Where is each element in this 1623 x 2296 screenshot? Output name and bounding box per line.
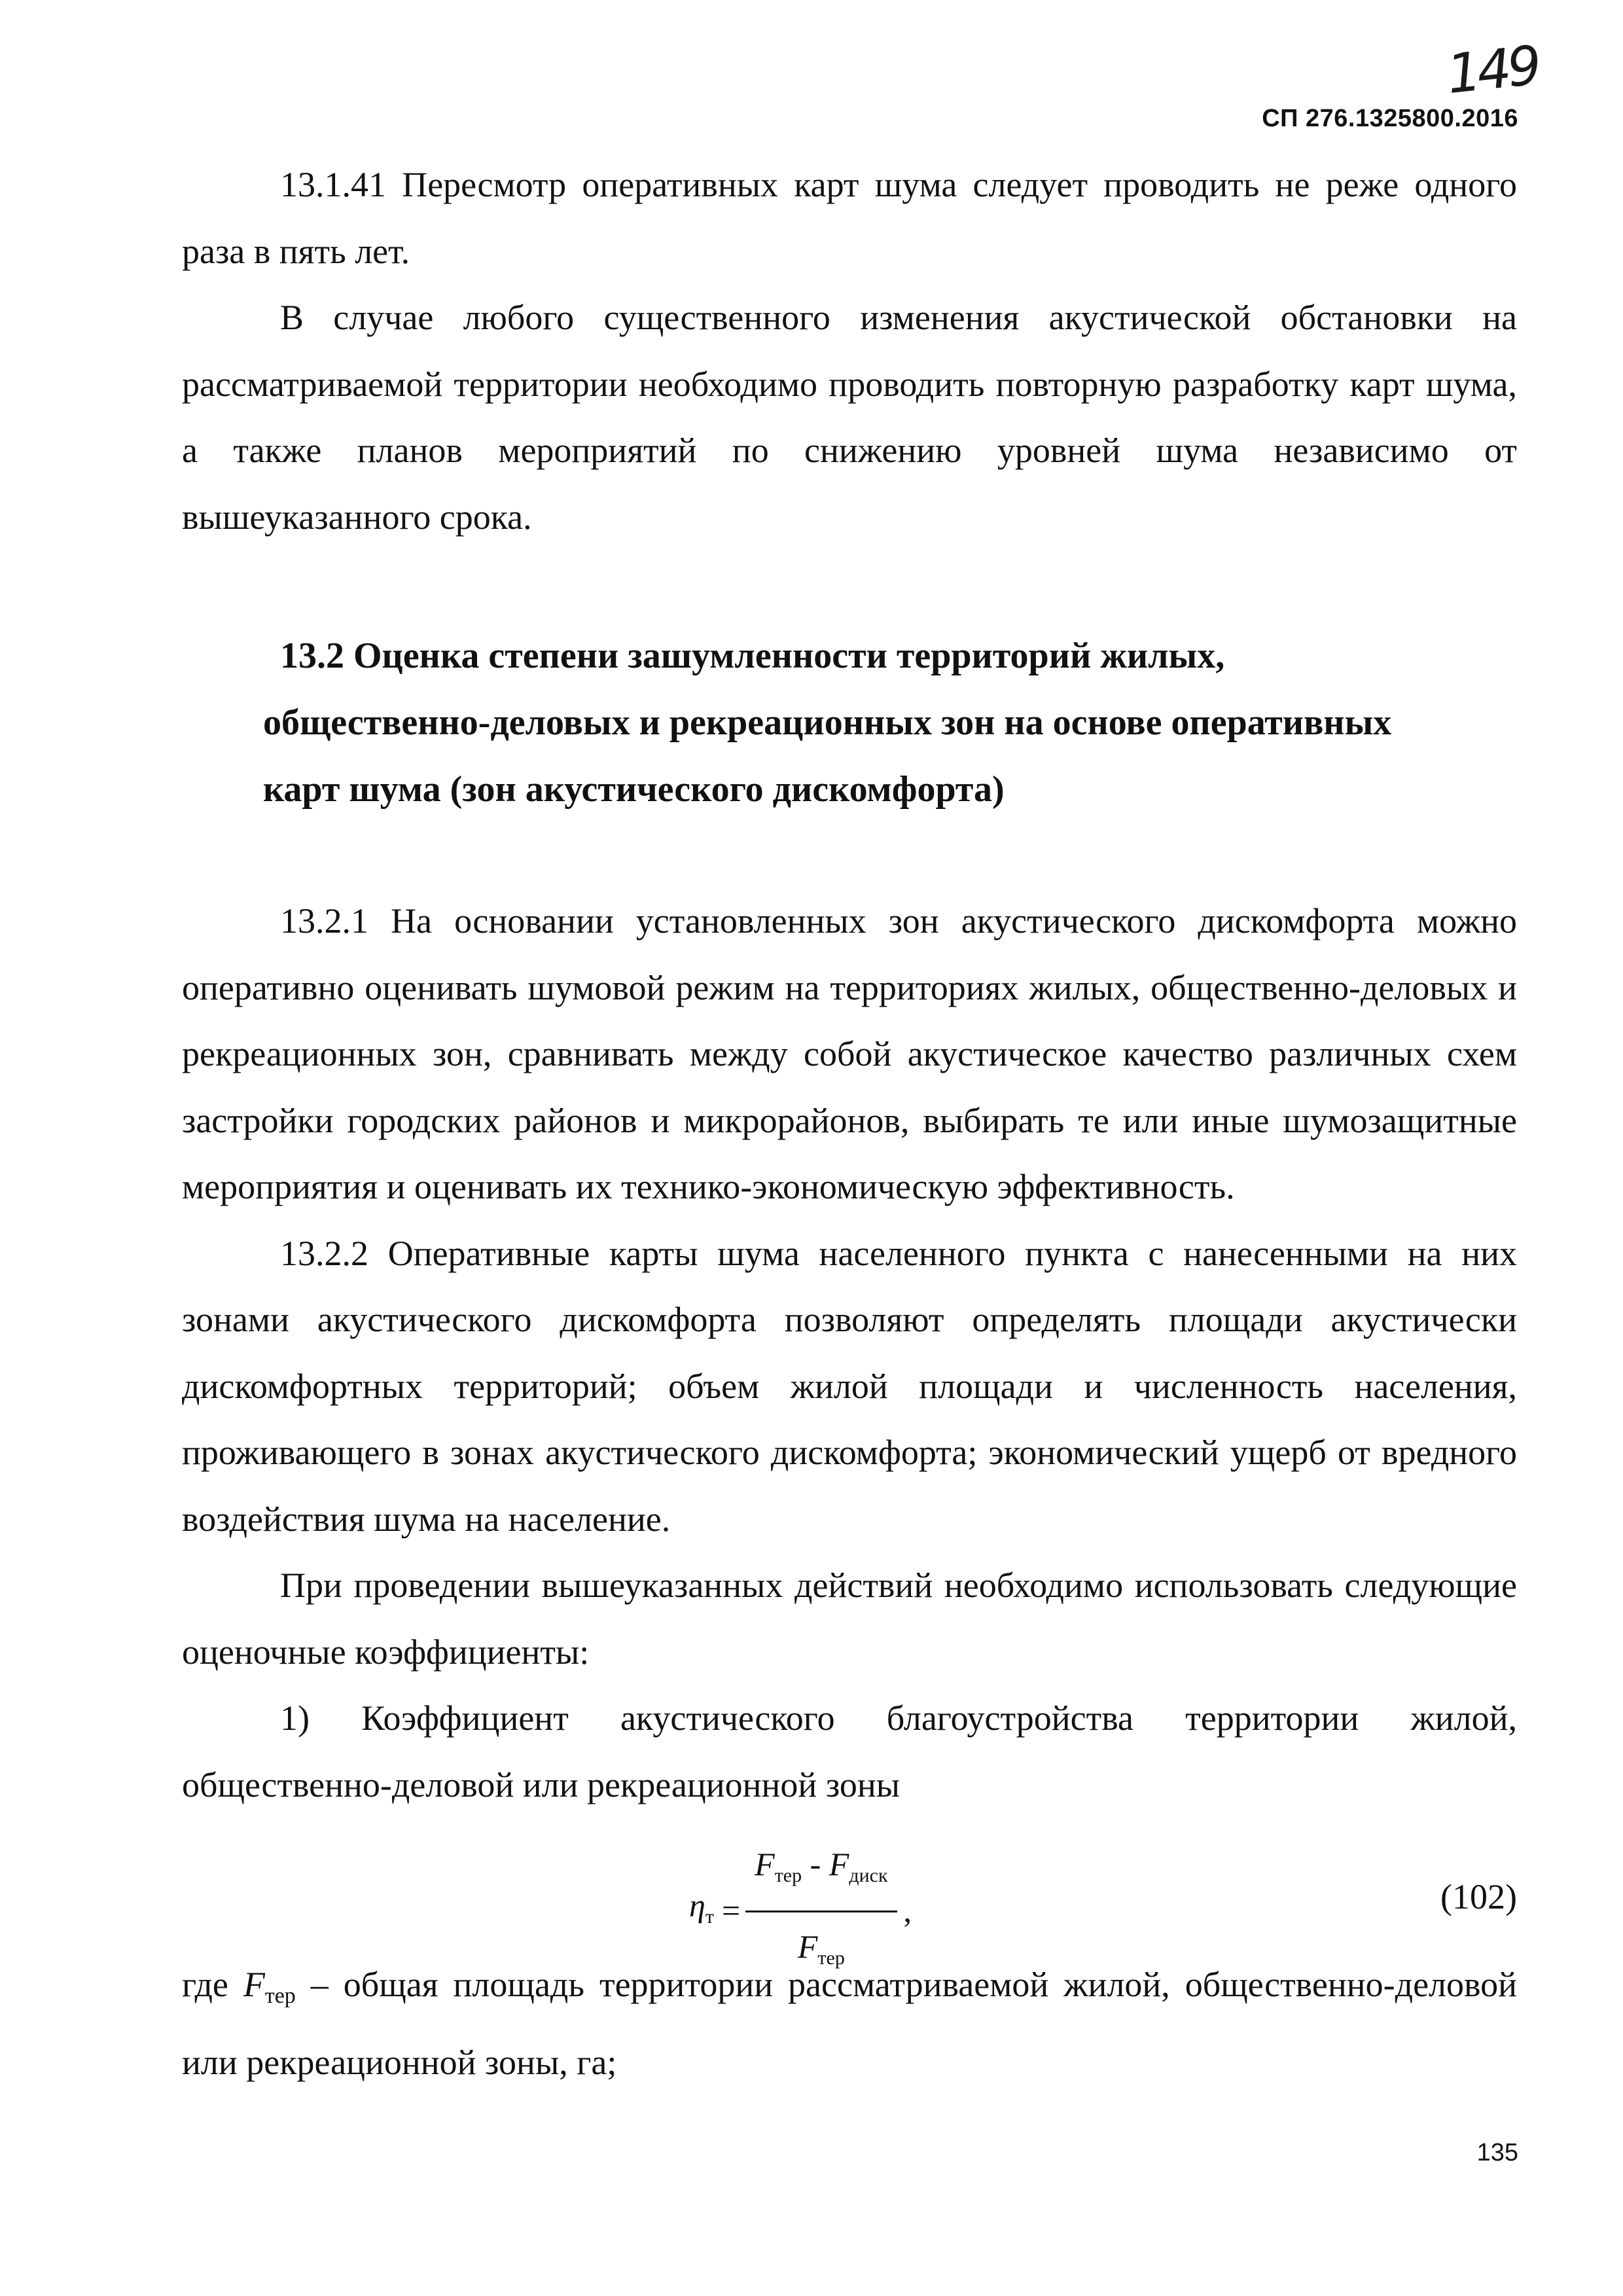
heading-line-1: 13.2 Оценка степени зашумленности территорий жилых, <box>280 636 1225 676</box>
paragraph-coefficient-1: 1) Коэффициент акустического благоустройства территории жилой, общественно-деловой или рекреационной зоны <box>182 1698 1517 1804</box>
where-definition: где $F_{тер}$ – общая площадь территории рассматриваемой жилой, общественно-деловой или рекреационной зоны, га; <box>182 1965 1518 2082</box>
formula-fraction <box>745 1830 897 1992</box>
heading-line-3: карт шума (зон акустического дискомфорта) <box>263 769 1005 810</box>
formula-equals: = <box>721 1892 741 1929</box>
paragraph-coefficients-intro: При проведении вышеуказанных действий необходимо использовать следующие оценочные коэффициенты: <box>182 1566 1517 1672</box>
formula-102 <box>182 1825 1517 1969</box>
paragraph-13-2-1: 13.2.1 На основании установленных зон акустического дискомфорта можно оперативно оценивать шумовой режим на территориях жилых, общественно-деловых и рекреационных зон, сравнивать между собой акустическое качество различных схем застройки городских районов и микрорайонов, выбирать те или иные шумозащитные мероприятия и оценивать их технико-экономическую эффективность. <box>182 901 1517 1206</box>
formula-lhs: $\eta_т$ <box>689 1886 714 1928</box>
formula-expression <box>689 1830 912 1992</box>
page-number: 135 <box>1476 2139 1518 2166</box>
heading-line-2: общественно-деловых и рекреационных зон на основе оперативных <box>263 702 1392 743</box>
formula-denominator: $F_{тер}$ <box>797 1928 845 1969</box>
paragraph-revision-note: В случае любого существенного изменения акустической обстановки на рассматриваемой территории необходимо проводить повторную разработку карт шума, а также планов мероприятий по снижению уровней шума независимо от вышеуказанного срока. <box>182 298 1517 537</box>
paragraph-13-1-41: 13.1.41 Пересмотр оперативных карт шума следует проводить не реже одного раза в пять лет. <box>182 165 1517 271</box>
equation-number: (102) <box>1440 1877 1517 1916</box>
formula-comma: , <box>903 1892 912 1929</box>
formula-numerator: $F_{тер} - F_{диск}$ <box>755 1846 888 1886</box>
handwritten-page-number: 149 <box>1444 35 1541 106</box>
paragraph-13-2-2: 13.2.2 Оперативные карты шума населенного пункта с нанесенными на них зонами акустического дискомфорта позволяют определять площади акустически дискомфортных территорий; объем жилой площади и численность населения, проживающего в зонах акустического дискомфорта; экономический ущерб от вредного воздействия шума на население. <box>182 1233 1517 1539</box>
document-body <box>182 152 1517 2096</box>
section-heading-13-2 <box>182 622 1517 823</box>
document-code: СП 276.1325800.2016 <box>1262 105 1518 132</box>
